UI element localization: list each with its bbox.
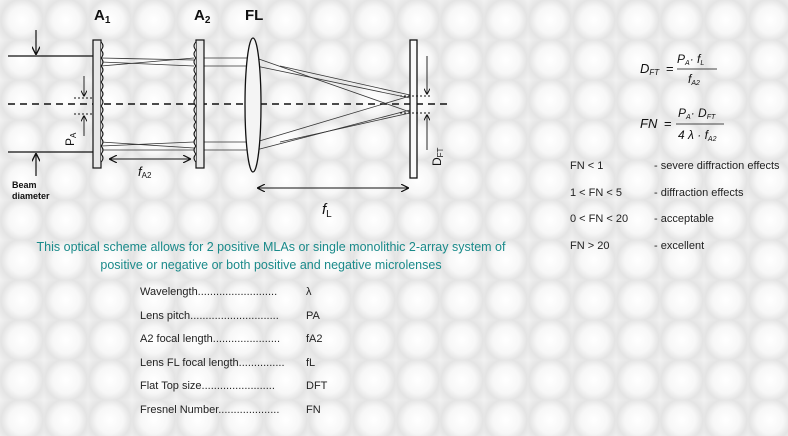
fn-description: - acceptable — [654, 213, 714, 225]
beam-diameter-label-line2: diameter — [12, 191, 50, 201]
parameter-label: Lens pitch............................. — [140, 309, 279, 322]
caption-line: positive or negative or both positive and negative microlenses — [100, 258, 442, 272]
fn-description: - diffraction effects — [654, 186, 744, 199]
fn-description: - severe diffraction effects — [654, 160, 780, 172]
svg-text:PA: PA — [63, 132, 78, 146]
svg-text:FN: FN — [640, 116, 658, 131]
parameter-list — [140, 286, 400, 428]
parameter-row — [140, 286, 400, 310]
a1-microlens-array — [93, 40, 103, 168]
formula-fn — [640, 106, 724, 143]
a2-label: $A_2$ — [194, 7, 211, 26]
parameter-label: Wavelength.......................... — [140, 286, 278, 298]
pa-label — [63, 132, 78, 146]
a1-label: $A_1$ — [94, 7, 111, 26]
scheme-caption — [16, 238, 526, 274]
fl-distance-label: $f_L$ — [322, 201, 332, 220]
a2-microlens-array — [194, 40, 204, 168]
svg-text:DFT: DFT — [640, 61, 660, 77]
dft-label — [430, 147, 445, 166]
beam-diameter-label-line1: Beam — [12, 180, 37, 190]
focal-plane-screen — [410, 40, 417, 178]
fl-label: FL — [245, 7, 264, 24]
fn-condition: FN < 1 — [570, 160, 604, 172]
svg-text:=: = — [664, 116, 672, 131]
parameter-symbol: PA — [306, 309, 320, 322]
svg-text:fA2: fA2 — [688, 72, 700, 87]
parameter-label: Lens FL focal length............... — [140, 356, 285, 369]
parameter-label: A2 focal length...................... — [140, 333, 281, 346]
svg-text:DFT: DFT — [430, 147, 445, 166]
parameter-label: Flat Top size........................ — [140, 380, 275, 393]
parameter-symbol: fL — [306, 356, 316, 369]
parameter-symbol: DFT — [306, 380, 328, 393]
parameter-row — [140, 357, 400, 381]
parameter-symbol: fA2 — [306, 333, 323, 346]
parameter-row — [140, 310, 400, 334]
parameter-symbol: λ — [306, 286, 312, 298]
formula-dft — [640, 52, 717, 87]
fl-lens — [245, 38, 261, 172]
fn-description: - excellent — [654, 239, 705, 252]
parameter-symbol: FN — [306, 403, 321, 416]
pa-dimension — [74, 76, 92, 136]
fn-condition: 0 < FN < 20 — [570, 213, 629, 225]
parameter-row — [140, 333, 400, 357]
svg-text:PA· DFT: PA· DFT — [678, 106, 716, 121]
parameter-row — [140, 380, 400, 404]
fa2-label: fA2 — [138, 164, 152, 180]
fn-condition: FN > 20 — [570, 239, 610, 252]
caption-line: This optical scheme allows for 2 positive MLAs or single monolithic 2-array system of — [36, 240, 506, 254]
parameter-label: Fresnel Number.................... — [140, 403, 280, 416]
svg-text:PA· fL: PA· fL — [677, 52, 705, 67]
svg-text:=: = — [666, 61, 674, 76]
fn-condition: 1 < FN < 5 — [570, 186, 622, 199]
parameter-row — [140, 404, 400, 428]
svg-text:4 λ · fA2: 4 λ · fA2 — [678, 128, 717, 143]
